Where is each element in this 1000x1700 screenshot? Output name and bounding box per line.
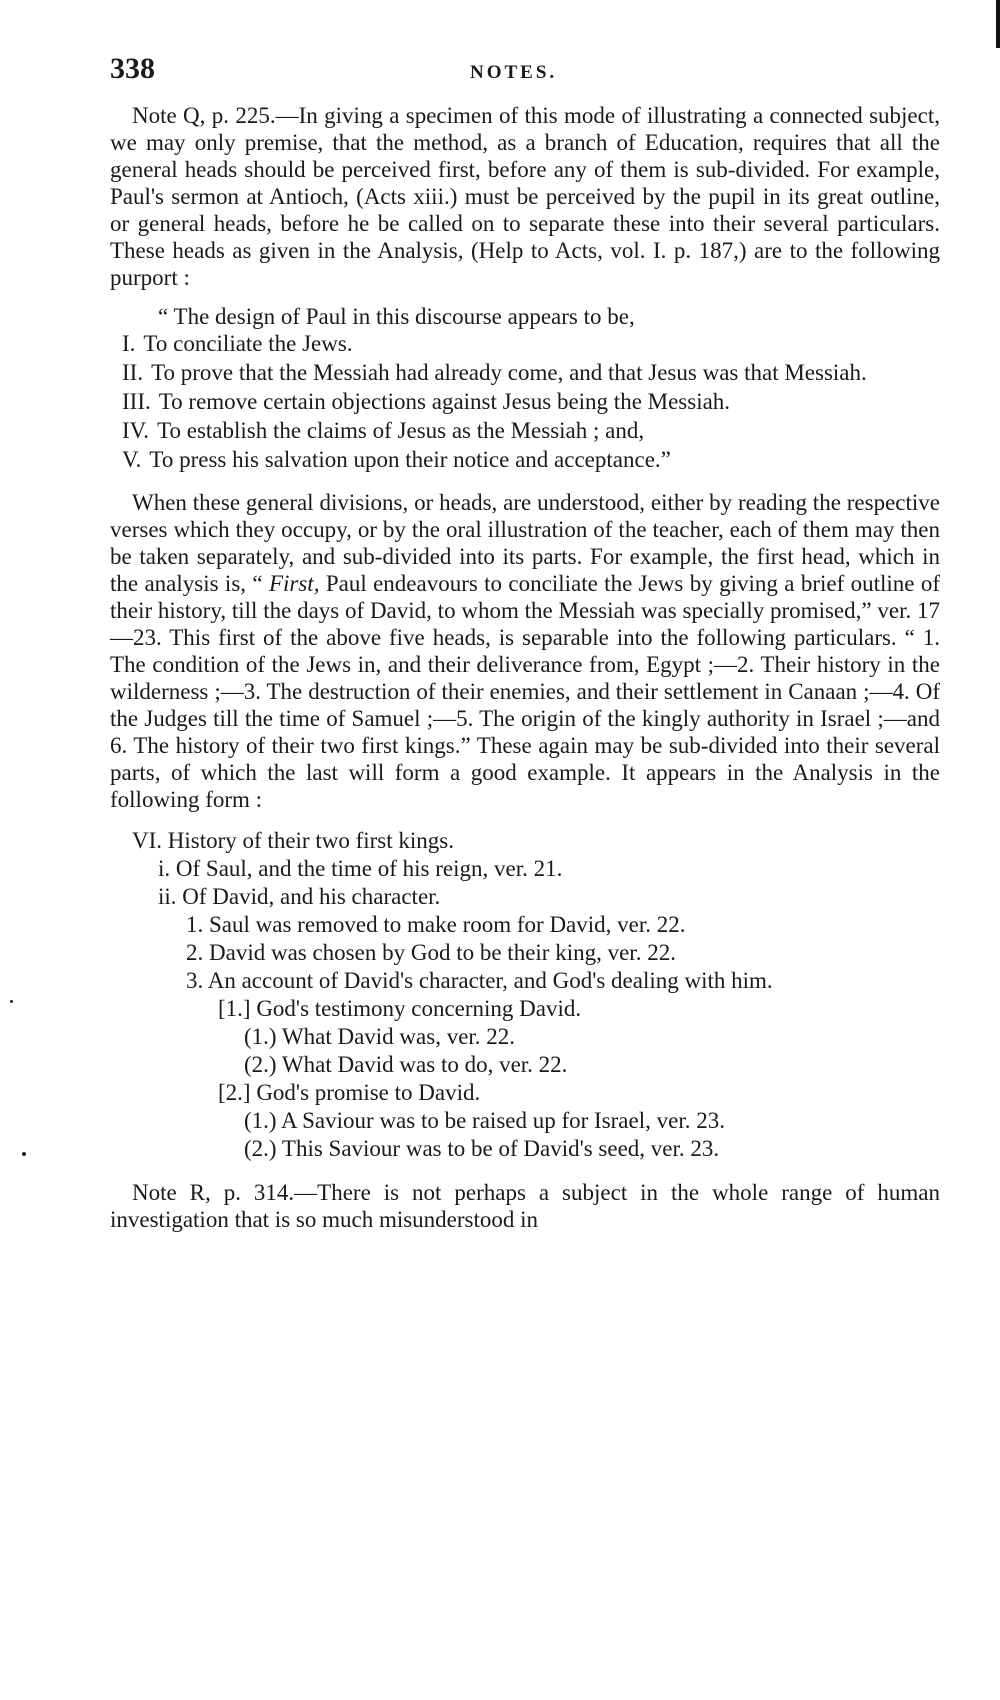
outline-item-ii: ii. Of David, and his character. (158, 884, 441, 909)
running-head: NOTES. (470, 62, 558, 83)
quote-intro: “ The design of Paul in this discourse appears to be, (158, 304, 635, 329)
quote-item-text: To remove certain objections against Jesus being the Messiah. (158, 389, 731, 414)
outline-subsub-2-2: (2.) This Saviour was to be of David's seed, ver. 23. (244, 1136, 720, 1161)
outline-subsub-2-1: (1.) A Saviour was to be raised up for Israel, ver. 23. (244, 1108, 725, 1133)
italic-first: First, (268, 571, 320, 596)
outline-heading-vi: VI. History of their two first kings. (132, 828, 454, 853)
outline-subsub-1-1: (1.) What David was, ver. 22. (244, 1024, 516, 1049)
quote-item (122, 446, 940, 473)
quote-item-text: To establish the claims of Jesus as the Messiah ; and, (157, 418, 645, 443)
quote-item-text: To press his salvation upon their notice and acceptance.” (149, 447, 671, 472)
note-r-text: Note R, p. 314.—There is not perhaps a subject in the whole range of human investigation that is so much misunderstood in (110, 1180, 940, 1232)
quote-item-text: To conciliate the Jews. (143, 331, 353, 356)
outline-subsub-1-2: (2.) What David was to do, ver. 22. (244, 1052, 568, 1077)
analysis-outline (110, 827, 940, 1163)
quote-item (122, 330, 940, 357)
paul-sermon-heads-quote (122, 303, 940, 473)
quote-item-number: IV. (122, 418, 150, 443)
page-body (110, 102, 940, 1233)
quote-item (122, 359, 940, 386)
page-number: 338 (110, 52, 155, 85)
quote-item-number: III. (122, 389, 151, 414)
note-q-intro: Note Q, p. 225.—In giving a specimen of this mode of illustrating a connected subject, we may only premise, that the method, as a branch of Education, requires that all the general heads should be perceived first, before any of them is sub-divided. For example, Paul's sermon at Antioch, (Acts xiii.) must be perceived by the pupil in its great outline, or general heads, before he be called on to separate these into their several particulars. These heads as given in the Analysis, (Help to Acts, vol. I. p. 187,) are to the following purport : (110, 103, 940, 290)
outline-item-i: i. Of Saul, and the time of his reign, ver. 21. (158, 856, 563, 881)
quote-item (122, 417, 940, 444)
outline-point-1: 1. Saul was removed to make room for David, ver. 22. (186, 912, 686, 937)
outline-sub-1: [1.] God's testimony concerning David. (218, 996, 582, 1021)
quote-item (122, 388, 940, 415)
note-q-second-paragraph (110, 489, 940, 813)
ink-speck (22, 1152, 26, 1156)
ink-speck (10, 1000, 13, 1003)
outline-point-2: 2. David was chosen by God to be their king, ver. 22. (186, 940, 676, 965)
page-edge-mark (996, 0, 1000, 48)
outline-point-3: 3. An account of David's character, and God's dealing with him. (186, 968, 773, 993)
quote-item-number: I. (122, 331, 136, 356)
quote-item-number: V. (122, 447, 142, 472)
outline-sub-2: [2.] God's promise to David. (218, 1080, 481, 1105)
paragraph-text-before-italic: When these general divisions, or heads, are understood, either by reading the respective verses which they occupy, or by the oral illustration of the teacher, each of them may then be taken separately, and sub-divided into its parts. For example, the first head, which in the analysis is, “ (110, 490, 940, 596)
page-header (110, 52, 940, 92)
quote-item-text: To prove that the Messiah had already come, and that Jesus was that Messiah. (151, 360, 867, 385)
paragraph-text-after-italic: Paul endeavours to conciliate the Jews by giving a brief outline of their history, till the days of David, to whom the Messiah was specially promised,” ver. 17—23. This first of the above five heads, is separable into the following particulars. “ 1. The condition of the Jews in, and their deliverance from, Egypt ;—2. Their history in the wilderness ;—3. The destruction of their enemies, and their settlement in Canaan ;—4. Of the Judges till the time of Samuel ;—5. The origin of the kingly authority in Israel ;—and 6. The history of their two first kings.” These again may be sub-divided into their several parts, of which the last will form a good example. It appears in the Analysis in the following form : (110, 571, 940, 812)
quote-item-number: II. (122, 360, 144, 385)
